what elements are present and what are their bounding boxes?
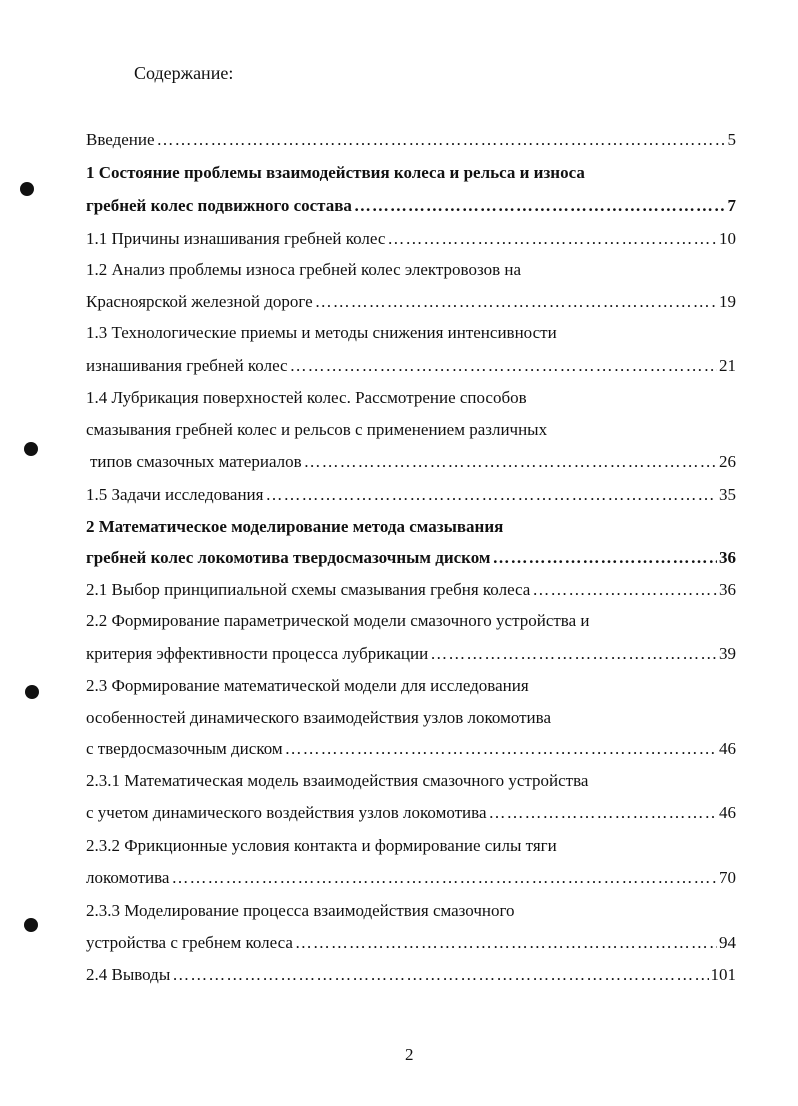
toc-entry	[86, 931, 736, 955]
toc-entry-text: локомотива	[86, 868, 170, 887]
toc-page-number: 101	[710, 965, 736, 984]
toc-page-number: 36	[719, 548, 736, 567]
toc-page-number: 36	[719, 580, 736, 599]
toc-entry-text: смазывания гребней колес и рельсов с применением различных	[86, 420, 548, 439]
toc-entry	[86, 578, 736, 602]
punch-hole-mark	[25, 685, 39, 699]
toc-leader-dots	[172, 963, 708, 987]
punch-hole-mark	[20, 182, 34, 196]
toc-leader-dots	[285, 737, 717, 761]
toc-entry	[86, 899, 736, 923]
toc-leader-dots	[157, 128, 726, 152]
toc-entry-text: 2.2 Формирование параметрической модели смазочного устройства и	[86, 611, 590, 630]
toc-entry-text: 2 Математическое моделирование метода смазывания	[86, 517, 504, 536]
toc-entry-text: 1.5 Задачи исследования	[86, 485, 264, 504]
toc-page-number: 46	[719, 803, 736, 822]
toc-leader-dots	[295, 931, 717, 955]
toc-leader-dots	[489, 801, 717, 825]
toc-entry-text: с учетом динамического воздействия узлов локомотива	[86, 803, 487, 822]
toc-entry	[86, 386, 736, 410]
toc-page-number: 39	[719, 644, 736, 663]
toc-leader-dots	[354, 194, 726, 218]
toc-entry	[86, 737, 736, 761]
toc-entry	[86, 161, 736, 185]
toc-entry-text: 1.2 Анализ проблемы износа гребней колес электровозов на	[86, 260, 521, 279]
page-title: Содержание:	[134, 63, 234, 83]
toc-leader-dots	[493, 546, 718, 570]
toc-entry-text: 2.3 Формирование математической модели для исследования	[86, 676, 529, 695]
toc-entry-text: устройства с гребнем колеса	[86, 933, 293, 952]
toc-leader-dots	[171, 866, 717, 890]
toc-page-number: 26	[719, 452, 736, 471]
toc-entry	[86, 354, 736, 378]
toc-entry-text: 1.4 Лубрикация поверхностей колес. Рассмотрение способов	[86, 388, 527, 407]
toc-entry	[86, 290, 736, 314]
toc-entry	[90, 450, 736, 474]
toc-page-number: 35	[719, 485, 736, 504]
toc-entry-text: типов смазочных материалов	[90, 452, 302, 471]
toc-entry	[86, 642, 736, 666]
toc-entry	[86, 321, 736, 345]
toc-entry	[86, 258, 736, 282]
toc-entry-text: 2.3.3 Моделирование процесса взаимодействия смазочного	[86, 901, 515, 920]
punch-hole-mark	[24, 918, 38, 932]
toc-page-number: 46	[719, 739, 736, 758]
toc-page-number: 7	[727, 196, 736, 215]
toc-entry-text: с твердосмазочным диском	[86, 739, 283, 758]
toc-page-number: 19	[719, 292, 736, 311]
toc-page-number: 10	[719, 229, 736, 248]
toc-entry	[86, 483, 736, 507]
toc-page-number: 5	[727, 130, 736, 149]
toc-entry-text: гребней колес подвижного состава	[86, 196, 352, 215]
toc-entry-text: 2.1 Выбор принципиальной схемы смазывания гребня колеса	[86, 580, 531, 599]
toc-entry	[86, 801, 736, 825]
toc-leader-dots	[532, 578, 717, 602]
toc-entry	[86, 194, 736, 218]
toc-entry	[86, 128, 736, 152]
toc-leader-dots	[315, 290, 717, 314]
toc-page-number: 94	[719, 933, 736, 952]
toc-leader-dots	[387, 227, 717, 251]
toc-entry-text: 1.3 Технологические приемы и методы снижения интенсивности	[86, 323, 557, 342]
toc-entry-text: особенностей динамического взаимодействия узлов локомотива	[86, 708, 551, 727]
toc-entry	[86, 769, 736, 793]
toc-entry-text: 1 Состояние проблемы взаимодействия колеса и рельса и износа	[86, 163, 585, 182]
toc-entry	[86, 706, 736, 730]
toc-entry	[86, 963, 736, 987]
toc-entry	[86, 227, 736, 251]
toc-leader-dots	[265, 483, 717, 507]
toc-leader-dots	[304, 450, 717, 474]
toc-entry-text: Красноярской железной дороге	[86, 292, 313, 311]
toc-entry-text: критерия эффективности процесса лубрикации	[86, 644, 429, 663]
toc-page-number: 70	[719, 868, 736, 887]
toc-page-number: 21	[719, 356, 736, 375]
toc-entry	[86, 674, 736, 698]
toc-leader-dots	[430, 642, 717, 666]
toc-entry-text: 2.3.2 Фрикционные условия контакта и формирование силы тяги	[86, 836, 557, 855]
toc-entry	[86, 609, 736, 633]
toc-entry	[86, 866, 736, 890]
toc-entry-text: 2.3.1 Математическая модель взаимодействия смазочного устройства	[86, 771, 589, 790]
toc-entry-text: 2.4 Выводы	[86, 965, 171, 984]
punch-hole-mark	[24, 442, 38, 456]
toc-leader-dots	[290, 354, 717, 378]
toc-entry	[86, 418, 736, 442]
toc-entry-text: гребней колес локомотива твердосмазочным диском	[86, 548, 491, 567]
page-number: 2	[405, 1045, 414, 1064]
toc-entry-text: изнашивания гребней колес	[86, 356, 288, 375]
toc-entry	[86, 546, 736, 570]
toc-entry-text: 1.1 Причины изнашивания гребней колес	[86, 229, 386, 248]
toc-entry-text: Введение	[86, 130, 155, 149]
toc-entry	[86, 515, 736, 539]
toc-entry	[86, 834, 736, 858]
